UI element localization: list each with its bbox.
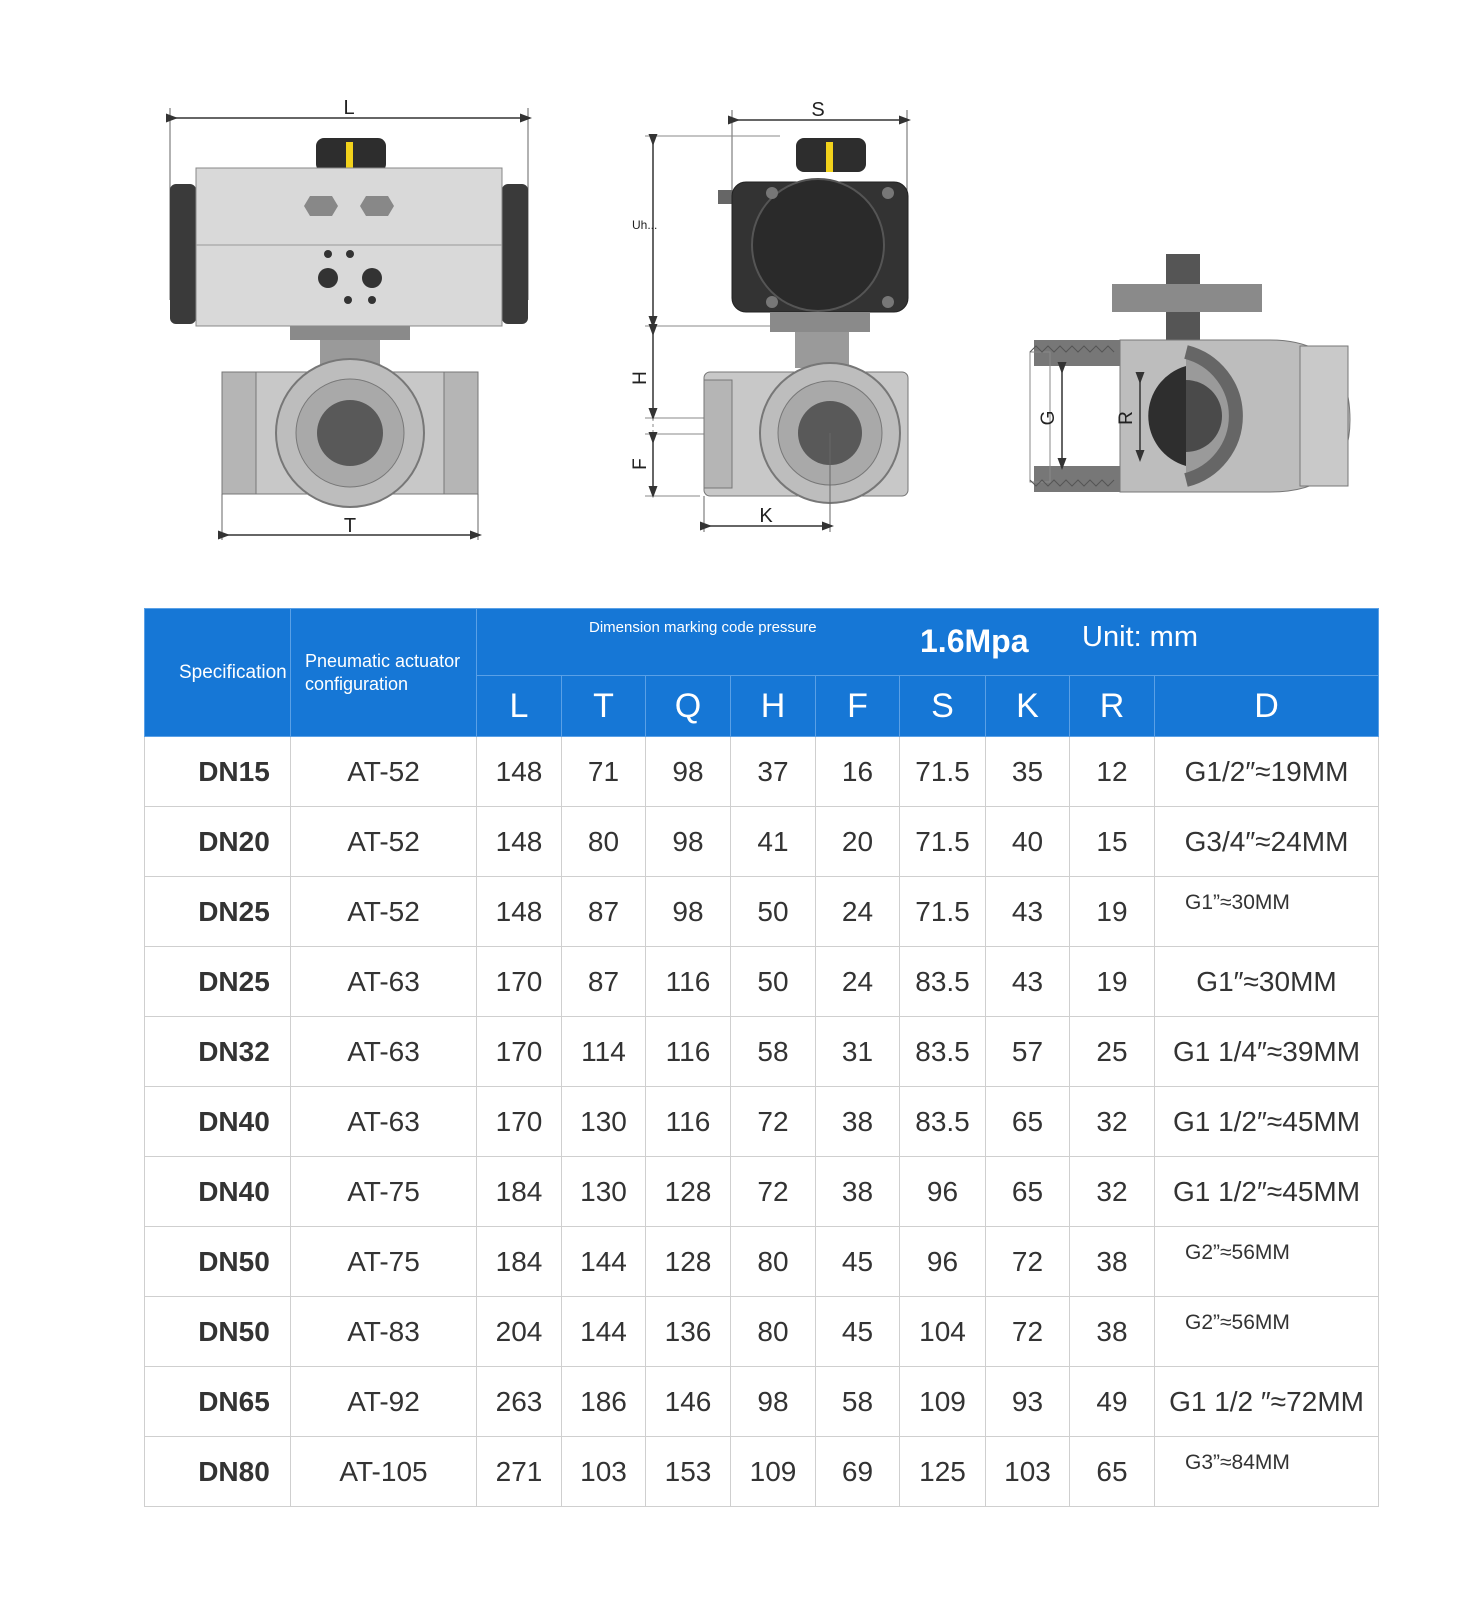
- cell-f: 24: [816, 877, 900, 947]
- column-header-S: S: [900, 676, 986, 737]
- cell-k: 72: [986, 1297, 1070, 1367]
- cell-spec: DN50: [145, 1297, 291, 1367]
- cell-t: 130: [562, 1157, 646, 1227]
- cell-h: 98: [731, 1367, 816, 1437]
- cell-d: G2”≈56MM: [1155, 1297, 1379, 1367]
- cell-t: 130: [562, 1087, 646, 1157]
- cell-d: G1 1/2″≈45MM: [1155, 1087, 1379, 1157]
- cell-l: 170: [477, 1087, 562, 1157]
- dim-label-S: S: [811, 99, 825, 121]
- table-row: [145, 877, 1379, 947]
- table-row: [145, 1017, 1379, 1087]
- dim-label-uh: Uh...: [632, 218, 658, 232]
- table-row: [145, 807, 1379, 877]
- cell-s: 71.5: [900, 807, 986, 877]
- cell-actuator: AT-63: [291, 1087, 477, 1157]
- cell-f: 45: [816, 1227, 900, 1297]
- cell-actuator: AT-83: [291, 1297, 477, 1367]
- cell-k: 35: [986, 737, 1070, 807]
- column-header-Q: Q: [646, 676, 731, 737]
- cell-s: 104: [900, 1297, 986, 1367]
- valve-drawings: [0, 0, 1483, 590]
- table-row: [145, 1227, 1379, 1297]
- cell-t: 186: [562, 1367, 646, 1437]
- dimension-note: Dimension marking code pressure: [589, 619, 817, 636]
- dim-label-L: L: [343, 97, 355, 119]
- cell-h: 80: [731, 1227, 816, 1297]
- section-view-diagram: [1030, 254, 1350, 492]
- cell-s: 96: [900, 1157, 986, 1227]
- dim-label-R: R: [1116, 411, 1137, 425]
- column-header-D: D: [1155, 676, 1379, 737]
- cell-r: 25: [1070, 1017, 1155, 1087]
- column-header-H: H: [731, 676, 816, 737]
- cell-h: 41: [731, 807, 816, 877]
- table-row: [145, 1367, 1379, 1437]
- cell-f: 38: [816, 1087, 900, 1157]
- cell-d: G1/2″≈19MM: [1155, 737, 1379, 807]
- cell-actuator: AT-52: [291, 807, 477, 877]
- cell-r: 38: [1070, 1297, 1155, 1367]
- cell-k: 93: [986, 1367, 1070, 1437]
- cell-f: 16: [816, 737, 900, 807]
- cell-r: 12: [1070, 737, 1155, 807]
- cell-k: 103: [986, 1437, 1070, 1507]
- column-header-R: R: [1070, 676, 1155, 737]
- header-dimension-banner: [477, 609, 1379, 676]
- cell-actuator: AT-92: [291, 1367, 477, 1437]
- pressure-rating: 1.6Mpa: [920, 623, 1029, 659]
- cell-l: 184: [477, 1227, 562, 1297]
- cell-h: 109: [731, 1437, 816, 1507]
- cell-h: 72: [731, 1087, 816, 1157]
- cell-d: G1 1/2 ″≈72MM: [1155, 1367, 1379, 1437]
- table-row: [145, 1297, 1379, 1367]
- cell-f: 58: [816, 1367, 900, 1437]
- cell-h: 50: [731, 877, 816, 947]
- cell-r: 49: [1070, 1367, 1155, 1437]
- dim-label-G: G: [1038, 410, 1059, 426]
- cell-s: 109: [900, 1367, 986, 1437]
- cell-d: G3/4″≈24MM: [1155, 807, 1379, 877]
- cell-d: G1 1/2″≈45MM: [1155, 1157, 1379, 1227]
- cell-l: 263: [477, 1367, 562, 1437]
- cell-f: 31: [816, 1017, 900, 1087]
- cell-r: 38: [1070, 1227, 1155, 1297]
- cell-d: G1 1/4″≈39MM: [1155, 1017, 1379, 1087]
- cell-h: 58: [731, 1017, 816, 1087]
- column-header-L: L: [477, 676, 562, 737]
- cell-k: 72: [986, 1227, 1070, 1297]
- dimension-table: [144, 608, 1379, 1507]
- cell-spec: DN32: [145, 1017, 291, 1087]
- cell-q: 128: [646, 1227, 731, 1297]
- cell-spec: DN20: [145, 807, 291, 877]
- cell-s: 125: [900, 1437, 986, 1507]
- cell-l: 148: [477, 877, 562, 947]
- cell-spec: DN40: [145, 1157, 291, 1227]
- cell-spec: DN50: [145, 1227, 291, 1297]
- cell-s: 83.5: [900, 1087, 986, 1157]
- cell-q: 116: [646, 947, 731, 1017]
- front-view-diagram: [170, 97, 528, 540]
- header-pneumatic-actuator: Pneumatic actuator configuration: [291, 609, 477, 737]
- cell-q: 136: [646, 1297, 731, 1367]
- cell-t: 71: [562, 737, 646, 807]
- table-body: [145, 737, 1379, 1507]
- cell-q: 153: [646, 1437, 731, 1507]
- cell-t: 80: [562, 807, 646, 877]
- cell-s: 71.5: [900, 737, 986, 807]
- cell-r: 32: [1070, 1087, 1155, 1157]
- cell-t: 87: [562, 877, 646, 947]
- cell-l: 184: [477, 1157, 562, 1227]
- cell-h: 50: [731, 947, 816, 1017]
- cell-t: 114: [562, 1017, 646, 1087]
- dim-label-K: K: [759, 505, 773, 527]
- cell-l: 170: [477, 947, 562, 1017]
- cell-t: 103: [562, 1437, 646, 1507]
- column-header-K: K: [986, 676, 1070, 737]
- cell-t: 144: [562, 1227, 646, 1297]
- cell-s: 71.5: [900, 877, 986, 947]
- cell-k: 40: [986, 807, 1070, 877]
- cell-k: 65: [986, 1087, 1070, 1157]
- cell-q: 146: [646, 1367, 731, 1437]
- cell-spec: DN15: [145, 737, 291, 807]
- cell-actuator: AT-75: [291, 1227, 477, 1297]
- cell-q: 128: [646, 1157, 731, 1227]
- column-header-T: T: [562, 676, 646, 737]
- dim-label-T: T: [343, 515, 357, 537]
- table-row: [145, 1157, 1379, 1227]
- cell-s: 83.5: [900, 947, 986, 1017]
- cell-l: 204: [477, 1297, 562, 1367]
- cell-q: 116: [646, 1087, 731, 1157]
- cell-k: 65: [986, 1157, 1070, 1227]
- cell-f: 20: [816, 807, 900, 877]
- cell-s: 83.5: [900, 1017, 986, 1087]
- cell-h: 80: [731, 1297, 816, 1367]
- cell-actuator: AT-63: [291, 1017, 477, 1087]
- cell-r: 15: [1070, 807, 1155, 877]
- cell-q: 98: [646, 737, 731, 807]
- cell-f: 38: [816, 1157, 900, 1227]
- cell-actuator: AT-52: [291, 877, 477, 947]
- unit-label: Unit: mm: [1082, 621, 1198, 653]
- cell-l: 148: [477, 737, 562, 807]
- cell-h: 37: [731, 737, 816, 807]
- cell-r: 65: [1070, 1437, 1155, 1507]
- cell-q: 98: [646, 807, 731, 877]
- cell-actuator: AT-52: [291, 737, 477, 807]
- cell-l: 170: [477, 1017, 562, 1087]
- side-view-diagram: [630, 99, 908, 532]
- cell-r: 32: [1070, 1157, 1155, 1227]
- cell-d: G1”≈30MM: [1155, 877, 1379, 947]
- header-specification: Specification: [145, 609, 291, 737]
- cell-q: 98: [646, 877, 731, 947]
- cell-spec: DN25: [145, 877, 291, 947]
- cell-d: G2”≈56MM: [1155, 1227, 1379, 1297]
- cell-actuator: AT-75: [291, 1157, 477, 1227]
- cell-h: 72: [731, 1157, 816, 1227]
- cell-s: 96: [900, 1227, 986, 1297]
- cell-l: 148: [477, 807, 562, 877]
- dim-label-H: H: [630, 371, 651, 385]
- cell-l: 271: [477, 1437, 562, 1507]
- cell-d: G3”≈84MM: [1155, 1437, 1379, 1507]
- cell-t: 144: [562, 1297, 646, 1367]
- cell-spec: DN25: [145, 947, 291, 1017]
- cell-f: 45: [816, 1297, 900, 1367]
- cell-f: 24: [816, 947, 900, 1017]
- table-row: [145, 1087, 1379, 1157]
- cell-actuator: AT-63: [291, 947, 477, 1017]
- cell-spec: DN65: [145, 1367, 291, 1437]
- table-row: [145, 737, 1379, 807]
- dim-label-F: F: [630, 458, 651, 470]
- cell-spec: DN40: [145, 1087, 291, 1157]
- cell-r: 19: [1070, 947, 1155, 1017]
- cell-k: 43: [986, 877, 1070, 947]
- cell-q: 116: [646, 1017, 731, 1087]
- cell-t: 87: [562, 947, 646, 1017]
- drawing-canvas: [0, 0, 1483, 590]
- cell-k: 43: [986, 947, 1070, 1017]
- table-row: [145, 1437, 1379, 1507]
- column-header-F: F: [816, 676, 900, 737]
- cell-d: G1″≈30MM: [1155, 947, 1379, 1017]
- cell-r: 19: [1070, 877, 1155, 947]
- cell-actuator: AT-105: [291, 1437, 477, 1507]
- cell-spec: DN80: [145, 1437, 291, 1507]
- table-row: [145, 947, 1379, 1017]
- cell-k: 57: [986, 1017, 1070, 1087]
- cell-f: 69: [816, 1437, 900, 1507]
